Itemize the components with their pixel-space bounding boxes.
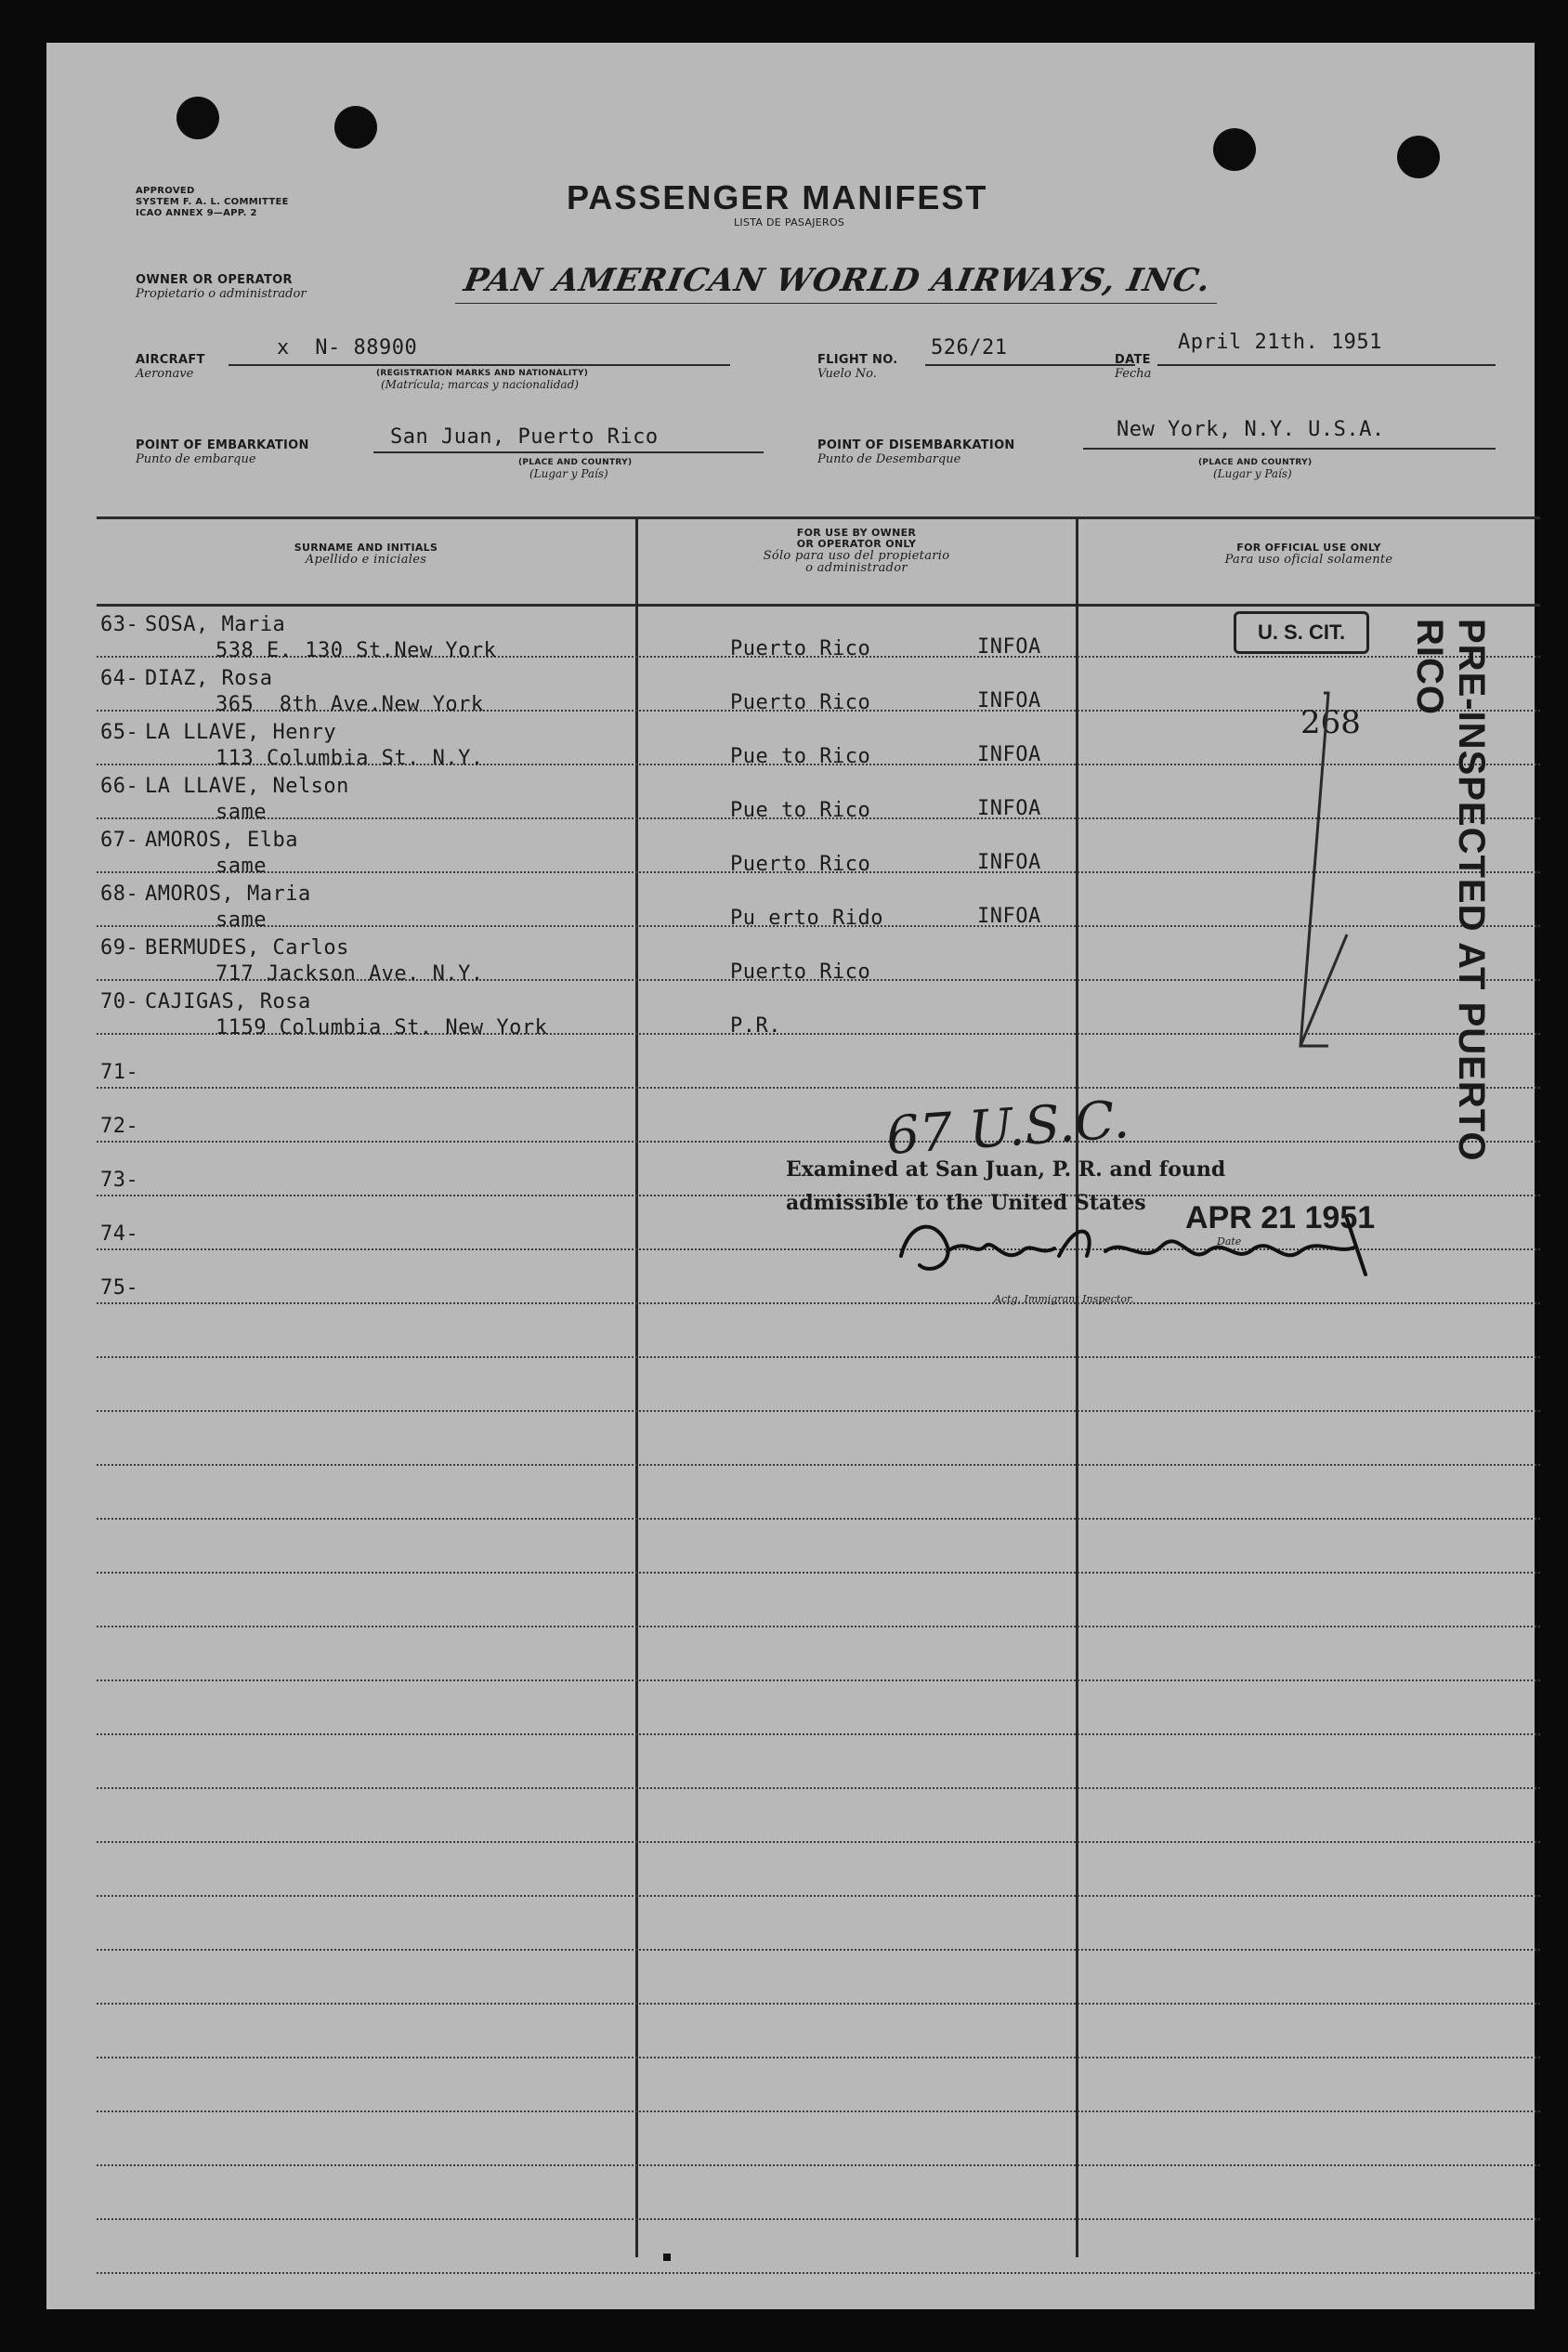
flight-underline: [925, 364, 1135, 366]
date-underline: [1157, 364, 1496, 366]
operator-underline: [455, 303, 1217, 304]
ruled-line: [97, 1410, 1540, 1412]
passenger-country: P.R.: [730, 1014, 781, 1038]
ink-mark: [663, 2254, 671, 2261]
punch-hole: [1213, 128, 1256, 171]
tally-bracket: [1161, 656, 1384, 1083]
ruled-line: [97, 1087, 1540, 1089]
passenger-country: Puerto Rico: [730, 853, 871, 876]
col-header-official-use: [1078, 542, 1540, 566]
embarkation-underline: [373, 451, 764, 453]
aircraft-label-es: Aeronave: [136, 367, 194, 381]
examined-line-1: Examined at San Juan, P. R. and found: [786, 1157, 1226, 1182]
owner-label-es: Propietario o administrador: [136, 287, 307, 301]
passenger-name: AMOROS, Elba: [145, 829, 298, 852]
ruled-line: [97, 2110, 1540, 2112]
ruled-line: [97, 2272, 1540, 2274]
passenger-name: SOSA, Maria: [145, 613, 286, 636]
col-header-label: FOR USE BY OWNER: [796, 527, 917, 539]
col-header-label-es: Sólo para uso del propietario: [763, 549, 950, 563]
ruled-line: [97, 1572, 1540, 1574]
row-number: 72-: [100, 1115, 139, 1138]
approval-line: SYSTEM F. A. L. COMMITTEE: [136, 197, 289, 207]
punch-hole: [176, 97, 219, 139]
ruled-line: [97, 2003, 1540, 2005]
inspector-signature: [882, 1200, 1403, 1293]
embarkation-label: POINT OF EMBARKATION: [136, 438, 309, 452]
punch-hole: [334, 106, 377, 149]
preinspected-stamp: PRE-INSPECTED AT PUERTO RICO: [1409, 619, 1492, 1162]
table-header-border: [97, 604, 1540, 607]
passenger-number: 69-: [100, 936, 139, 960]
col-header-label-es: Para uso oficial solamente: [1224, 553, 1393, 567]
column-divider: [635, 518, 638, 2257]
col-header-label: OR OPERATOR ONLY: [796, 538, 917, 550]
passenger-number: 70-: [100, 990, 139, 1013]
passenger-address: 365 8th Ave.New York: [216, 693, 484, 716]
approval-line: APPROVED: [136, 186, 195, 196]
passenger-country: Puerto Rico: [730, 691, 871, 714]
passenger-number: 65-: [100, 721, 139, 744]
embarkation-value: San Juan, Puerto Rico: [390, 425, 659, 449]
col-header-surname: [97, 542, 635, 566]
row-number: 74-: [100, 1222, 139, 1246]
passenger-code: INFOA: [977, 797, 1041, 820]
disembarkation-label-es: Punto de Desembarque: [817, 452, 961, 466]
col-header-label-es: o administrador: [805, 561, 908, 575]
handwritten-total: 67 U.S.C.: [884, 1089, 1131, 1168]
us-cit-stamp-text: U. S. CIT.: [1257, 621, 1346, 644]
disembarkation-underline: [1083, 448, 1496, 450]
manifest-sheet: [46, 43, 1535, 2309]
passenger-country: Puerto Rico: [730, 960, 871, 984]
ruled-line: [97, 1356, 1540, 1358]
ruled-line: [97, 1949, 1540, 1951]
col-header-label: FOR OFFICIAL USE ONLY: [1236, 542, 1381, 554]
passenger-name: LA LLAVE, Nelson: [145, 775, 349, 798]
aircraft-value: x N- 88900: [277, 336, 418, 359]
page-title: PASSENGER MANIFEST: [567, 178, 988, 216]
ruled-line: [97, 1733, 1540, 1735]
examined-line-2: admissible to the United States: [786, 1191, 1146, 1215]
us-cit-stamp: [1234, 611, 1369, 654]
page-subtitle: LISTA DE PASAJEROS: [734, 216, 845, 229]
disembarkation-note: (PLACE AND COUNTRY): [1198, 458, 1313, 467]
date-label-es: Fecha: [1115, 367, 1152, 381]
passenger-country: Pue to Rico: [730, 745, 871, 768]
ruled-line: [97, 2218, 1540, 2220]
row-number: 71-: [100, 1061, 139, 1084]
ruled-line: [97, 1141, 1540, 1143]
passenger-country: Pu erto Rido: [730, 907, 883, 930]
ruled-line: [97, 1895, 1540, 1897]
column-divider: [1076, 518, 1078, 2257]
aircraft-underline: [229, 364, 730, 366]
disembarkation-note-es: (Lugar y País): [1213, 467, 1292, 480]
passenger-country: Pue to Rico: [730, 799, 871, 822]
passenger-code: INFOA: [977, 851, 1041, 874]
citizen-count: 268: [1300, 704, 1361, 741]
ruled-line: [97, 1302, 1540, 1304]
passenger-address: 538 E. 130 St.New York: [216, 639, 497, 662]
passenger-address: 717 Jackson Ave. N.Y.: [216, 962, 484, 986]
embarkation-note: (PLACE AND COUNTRY): [518, 458, 633, 467]
aircraft-note-es: (Matrícula; marcas y nacionalidad): [381, 378, 579, 391]
passenger-address: 113 Columbia St. N.Y.: [216, 747, 484, 770]
passenger-number: 63-: [100, 613, 139, 636]
embarkation-note-es: (Lugar y País): [529, 467, 608, 480]
passenger-number: 64-: [100, 667, 139, 690]
passenger-number: 67-: [100, 829, 139, 852]
ruled-line: [97, 1841, 1540, 1843]
col-header-label-es: Apellido e iniciales: [305, 553, 427, 567]
date-value: April 21th. 1951: [1178, 331, 1382, 354]
flight-value: 526/21: [931, 336, 1008, 359]
aircraft-note: (REGISTRATION MARKS AND NATIONALITY): [376, 369, 589, 378]
ruled-line: [97, 1626, 1540, 1627]
row-number: 75-: [100, 1276, 139, 1300]
row-number: 73-: [100, 1169, 139, 1192]
passenger-number: 68-: [100, 882, 139, 906]
ruled-line: [97, 2164, 1540, 2166]
ruled-line: [97, 1464, 1540, 1466]
ruled-line: [97, 1679, 1540, 1681]
passenger-address: same: [216, 908, 267, 932]
col-header-label: SURNAME AND INITIALS: [294, 542, 438, 554]
passenger-name: CAJIGAS, Rosa: [145, 990, 311, 1013]
col-header-owner-use: [637, 528, 1076, 574]
passenger-code: INFOA: [977, 689, 1041, 712]
owner-label: OWNER OR OPERATOR: [136, 273, 293, 287]
flight-label-es: Vuelo No.: [817, 367, 877, 381]
passenger-country: Puerto Rico: [730, 637, 871, 660]
passenger-address: 1159 Columbia St. New York: [216, 1016, 548, 1039]
passenger-code: INFOA: [977, 905, 1041, 928]
passenger-address: same: [216, 855, 267, 878]
passenger-name: BERMUDES, Carlos: [145, 936, 349, 960]
ruled-line: [97, 1787, 1540, 1789]
flight-label: FLIGHT NO.: [817, 353, 898, 367]
passenger-number: 66-: [100, 775, 139, 798]
table-top-border: [97, 516, 1540, 519]
passenger-name: AMOROS, Maria: [145, 882, 311, 906]
stamp-date: APR 21 1951: [1185, 1200, 1376, 1235]
date-label: DATE: [1115, 353, 1151, 367]
passenger-name: LA LLAVE, Henry: [145, 721, 337, 744]
approval-block: [136, 186, 289, 219]
embarkation-label-es: Punto de embarque: [136, 452, 256, 466]
passenger-address: same: [216, 801, 267, 824]
operator-name: PAN AMERICAN WORLD AIRWAYS, INC.: [461, 262, 1214, 299]
passenger-code: INFOA: [977, 743, 1041, 766]
ruled-line: [97, 2057, 1540, 2058]
passenger-name: DIAZ, Rosa: [145, 667, 273, 690]
disembarkation-label: POINT OF DISEMBARKATION: [817, 438, 1015, 452]
stamp-date-label: Date: [1217, 1235, 1242, 1248]
passenger-code: INFOA: [977, 635, 1041, 659]
approval-line: ICAO ANNEX 9—APP. 2: [136, 208, 257, 218]
punch-hole: [1397, 136, 1440, 178]
aircraft-label: AIRCRAFT: [136, 353, 205, 367]
disembarkation-value: New York, N.Y. U.S.A.: [1117, 418, 1385, 441]
ruled-line: [97, 1518, 1540, 1520]
inspector-label: Actg. Immigrant Inspector.: [994, 1293, 1134, 1305]
